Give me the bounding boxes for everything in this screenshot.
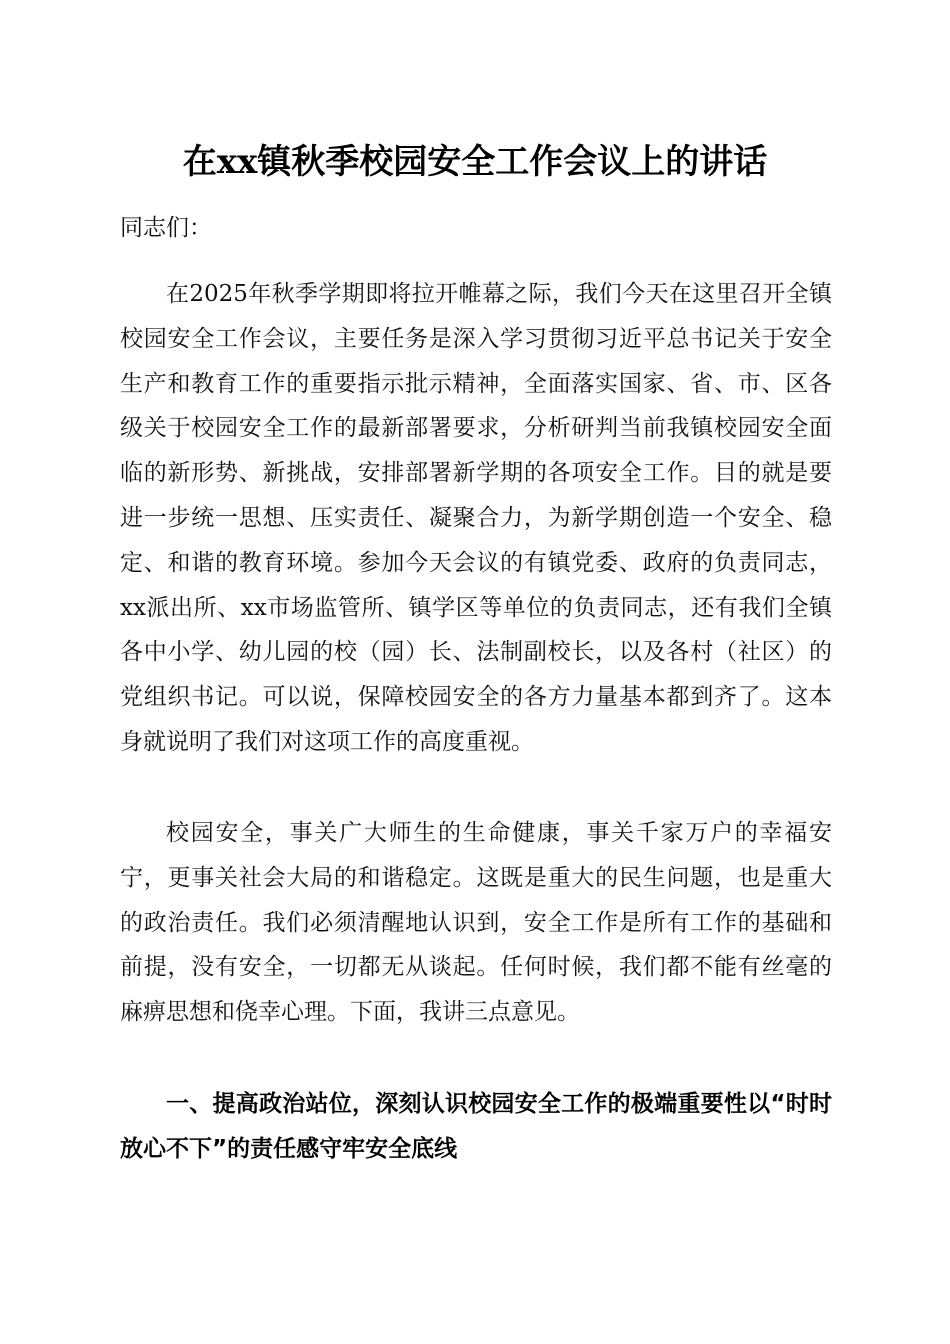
document-title: 在xx镇秋季校园安全工作会议上的讲话 [182,142,768,182]
body-paragraph: 校园安全，事关广大师生的生命健康，事关千家万户的幸福安宁，更事关社会大局的和谐稳定。这既是重大的民生问题，也是重大的政治责任。我们必须清醒地认识到，安全工作是所有工作的基础和前提，没有安全，一切都无从谈起。任何时候，我们都不能有丝毫的麻痹思想和侥幸心理。下面，我讲三点意见。 [120,820,832,1026]
body-paragraph-2-block [120,811,832,1035]
body-paragraph: 在2025年秋季学期即将拉开帷幕之际，我们今天在这里召开全镇校园安全工作会议，主要任务是深入学习贯彻习近平总书记关于安全生产和教育工作的重要指示批示精神，全面落实国家、省、市、区各级关于校园安全工作的最新部署要求，分析研判当前我镇校园安全面临的新形势、新挑战，安排部署新学期的各项安全工作。目的就是要进一步统一思想、压实责任、凝聚合力，为新学期创造一个安全、稳定、和谐的教育环境。参加今天会议的有镇党委、政府的负责同志，xx派出所、xx市场监管所、镇学区等单位的负责同志，还有我们全镇各中小学、幼儿园的校（园）长、法制副校长，以及各村（社区）的党组织书记。可以说，保障校园安全的各方力量基本都到齐了。这本身就说明了我们对这项工作的高度重视。 [120,281,832,755]
body-paragraph-1-block [120,272,832,765]
salutation: 同志们： [120,215,212,241]
section-heading-1: 一、提高政治站位，深刻认识校园安全工作的极端重要性以“时时放心不下”的责任感守牢安全底线 [120,1091,832,1162]
